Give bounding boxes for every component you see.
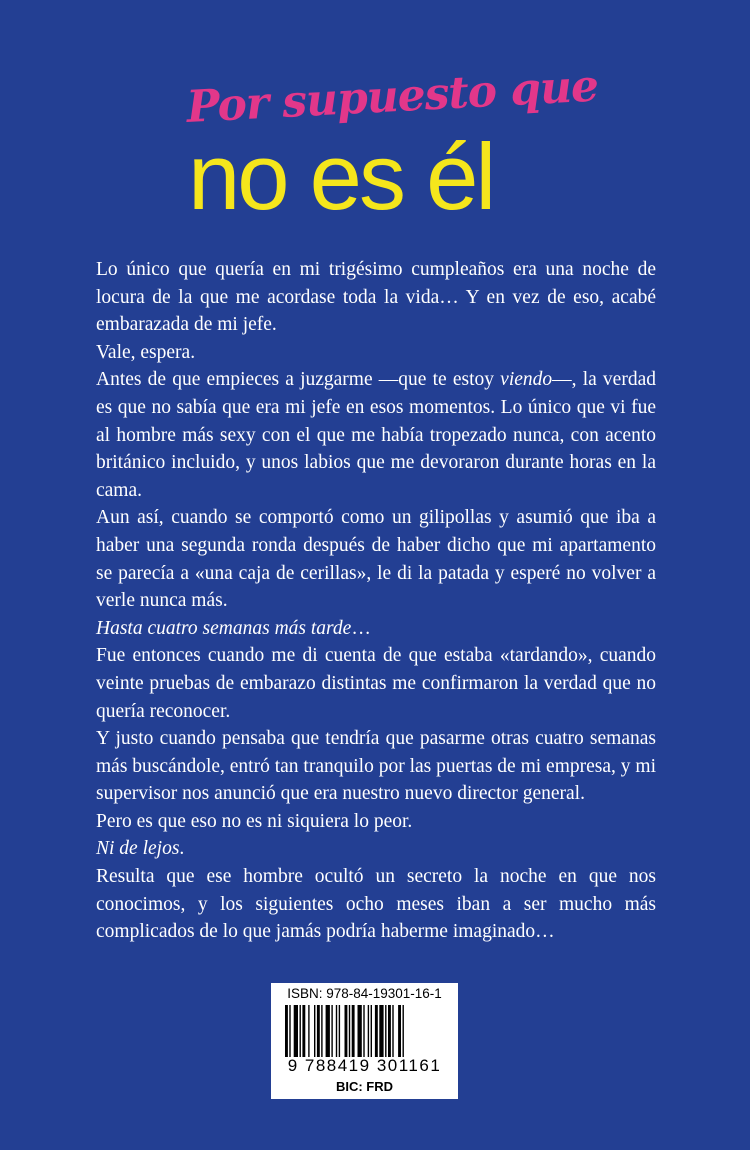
barcode-bar	[321, 1005, 322, 1057]
isbn-label: ISBN: 978-84-19301-16-1	[287, 986, 442, 1001]
barcode-bar	[326, 1005, 330, 1057]
synopsis-paragraph	[96, 615, 656, 643]
book-title	[0, 0, 750, 230]
barcode-digits: 9 788419 301161	[287, 1056, 442, 1075]
text-run: …	[351, 617, 371, 639]
synopsis-paragraph: Vale, espera.	[96, 341, 196, 363]
emphasis-text: Hasta cuatro semanas más tarde	[96, 617, 352, 639]
barcode-bar	[385, 1005, 386, 1057]
barcode-bar	[339, 1005, 340, 1057]
barcode-bar	[331, 1005, 332, 1057]
barcode-bar	[294, 1005, 298, 1057]
barcode-bar	[352, 1005, 355, 1057]
isbn-barcode	[271, 983, 458, 1099]
barcode-bar	[345, 1005, 348, 1057]
barcode-bar	[388, 1005, 391, 1057]
barcode-bar	[285, 1005, 288, 1057]
synopsis-paragraph: Resulta que ese hombre ocultó un secreto la noche en que nos conocimos, y los siguientes ocho meses iban a ser mucho más complicados de lo que jamás podría haberme imaginado…	[96, 866, 656, 943]
barcode-bar	[289, 1005, 290, 1057]
synopsis-paragraph: Aun así, cuando se comportó como un gilipollas y asumió que iba a haber una segunda ronda después de haber dicho que mi apartamento se parecía a «una caja de cerillas», le di la patada y esperé no volver a verle nunca más.	[96, 507, 656, 612]
barcode-bar	[358, 1005, 362, 1057]
barcode-bar	[308, 1005, 309, 1057]
barcode-bar	[314, 1005, 315, 1057]
synopsis-paragraph: Fue entonces cuando me di cuenta de que estaba «tardando», cuando veinte pruebas de embarazo distintas me confirmaron la verdad que no quería reconocer.	[96, 645, 656, 722]
barcode-bars	[285, 1005, 445, 1061]
text-run: .	[179, 838, 185, 860]
text-run: Antes de que empieces a juzgarme —que te estoy	[96, 369, 501, 391]
emphasis-text: Ni de lejos	[96, 838, 180, 860]
barcode-bar	[398, 1005, 401, 1057]
synopsis-paragraph	[96, 366, 656, 504]
barcode-bar	[375, 1005, 378, 1057]
synopsis-paragraph	[96, 835, 656, 863]
barcode-bar	[302, 1005, 305, 1057]
barcode-bar	[349, 1005, 350, 1057]
emphasis-text: viendo	[500, 369, 553, 391]
barcode-bar	[371, 1005, 372, 1057]
barcode-bar	[300, 1005, 301, 1057]
text-run: —, la verdad es que no sabía que era mi jefe en esos momentos. Lo único que vi fue al hombre más sexy con el que me había tropezado nunca, con acento británico incluido, y unos labios que me devoraron durante horas en la cama.	[96, 369, 656, 501]
synopsis	[96, 256, 656, 946]
barcode-bar	[379, 1005, 383, 1057]
synopsis-paragraph: Lo único que quería en mi trigésimo cumpleaños era una noche de locura de la que me acordase toda la vida… Y en vez de eso, acabé embarazada de mi jefe.	[96, 259, 656, 336]
synopsis-paragraph: Y justo cuando pensaba que tendría que pasarme otras cuatro semanas más buscándole, entró tan tranquilo por las puertas de mi empresa, y mi supervisor nos anunció que era nuestro nuevo director general.	[96, 728, 656, 805]
barcode-bar	[368, 1005, 369, 1057]
title-line-2: no es él	[188, 124, 494, 229]
barcode-bar	[403, 1005, 404, 1057]
barcode-bar	[363, 1005, 364, 1057]
barcode-bar	[392, 1005, 393, 1057]
barcode-bar	[317, 1005, 320, 1057]
title-line-1: Por supuesto que	[185, 60, 600, 133]
synopsis-paragraph: Pero es que eso no es ni siquiera lo peor.	[96, 810, 413, 832]
barcode-bar	[336, 1005, 337, 1057]
bic-code: BIC: FRD	[335, 1079, 394, 1094]
